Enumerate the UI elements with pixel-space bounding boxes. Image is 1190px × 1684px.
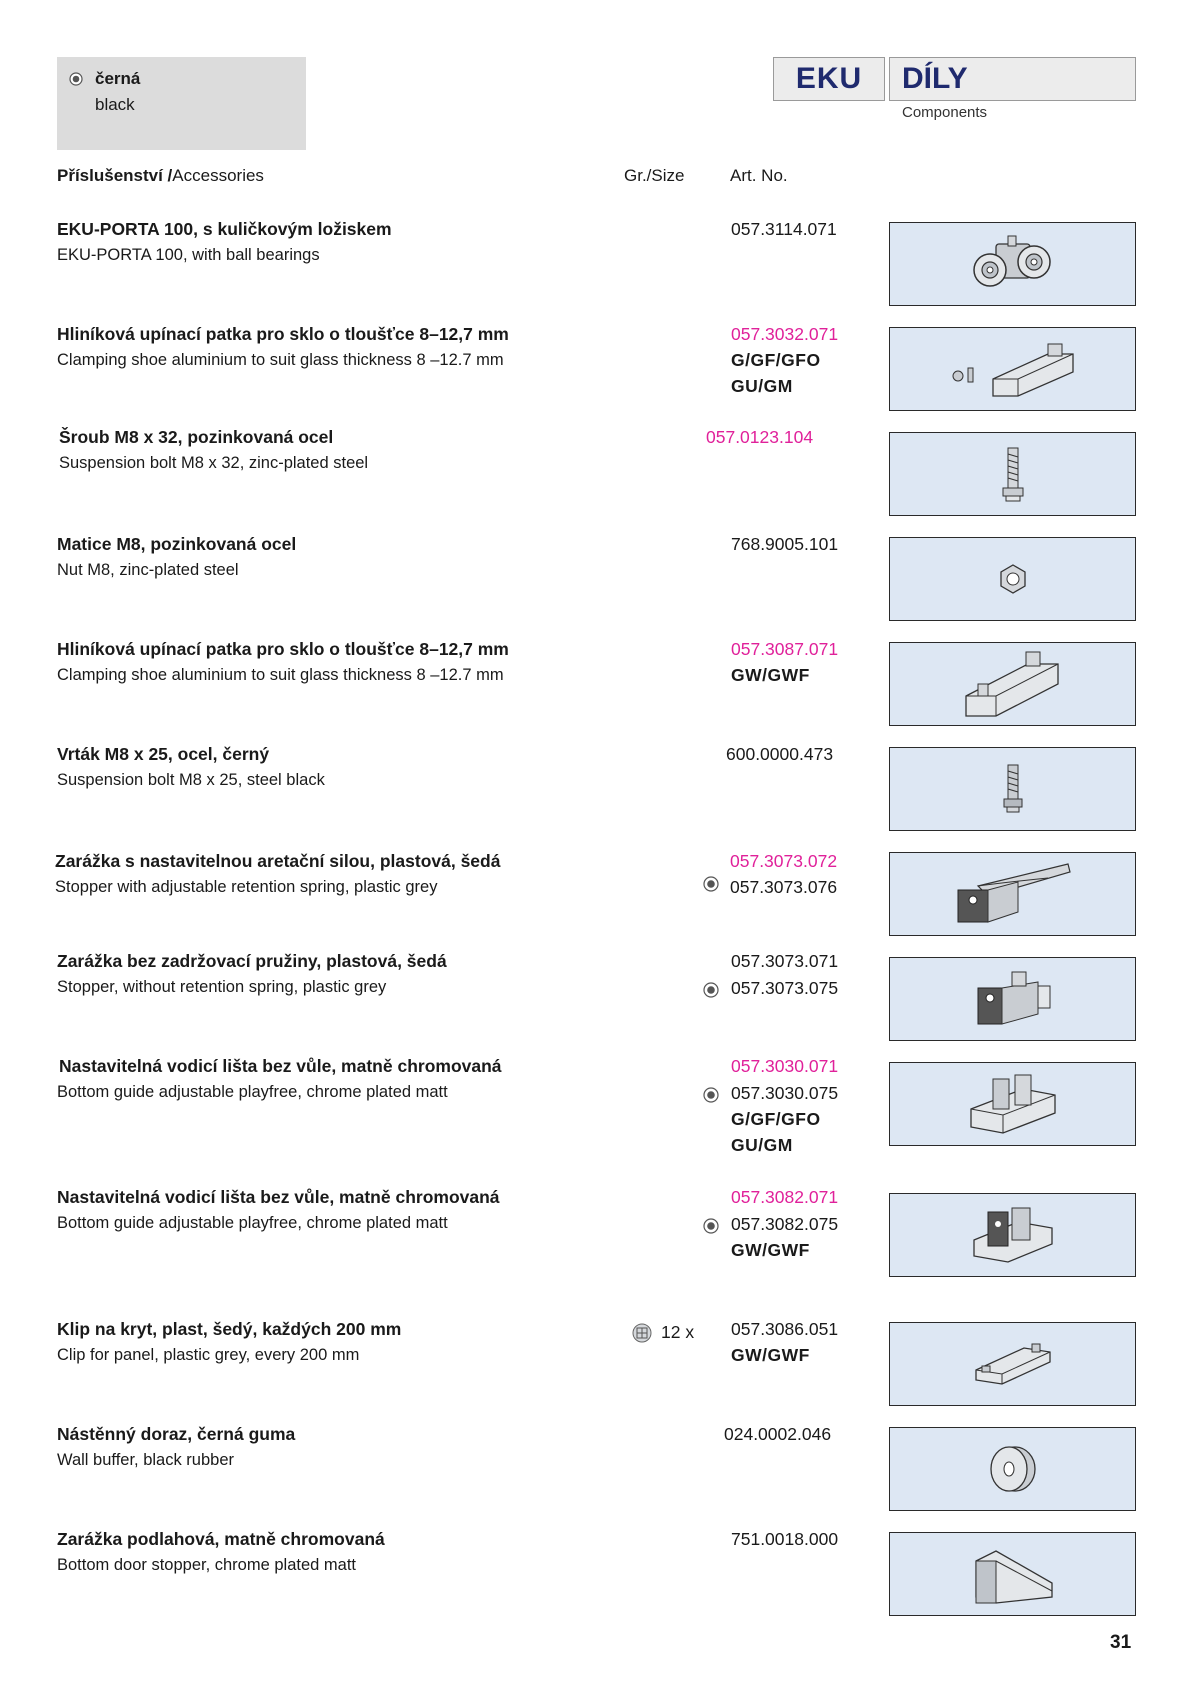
article-number-black: 057.3030.075	[731, 1083, 839, 1103]
category-heading	[57, 166, 264, 186]
item-subtitle: Nut M8, zinc-plated steel	[57, 561, 239, 579]
article-number: 057.3087.071	[731, 639, 839, 659]
item-subtitle: Wall buffer, black rubber	[57, 1451, 235, 1469]
article-number: 057.3082.071	[731, 1187, 839, 1207]
article-number: 057.3030.071	[731, 1056, 839, 1076]
article-number-black: 057.3073.075	[731, 978, 839, 998]
color-legend	[57, 57, 306, 150]
system-code: G/GF/GFO	[731, 350, 821, 370]
item-title: Vrták M8 x 25, ocel, černý	[57, 744, 270, 764]
bottom-guide-icon	[963, 1069, 1063, 1139]
clamping-shoe-icon	[958, 646, 1068, 722]
product-image	[889, 747, 1136, 831]
size-column-header: Gr./Size	[624, 166, 685, 185]
product-image	[889, 642, 1136, 726]
item-title: Nastavitelná vodicí lišta bez vůle, matně chromovaná	[59, 1056, 502, 1076]
buffer-icon	[983, 1439, 1043, 1499]
item-subtitle: EKU-PORTA 100, with ball bearings	[57, 246, 320, 264]
product-image	[889, 222, 1136, 306]
article-number: 057.3073.071	[731, 951, 839, 971]
stopper-icon	[968, 966, 1058, 1032]
item-title: Zarážka s nastavitelnou aretační silou, plastová, šedá	[55, 851, 501, 871]
system-code: GW/GWF	[731, 665, 810, 685]
item-title: Hliníková upínací patka pro sklo o tloušťce 8–12,7 mm	[57, 324, 509, 344]
item-subtitle: Suspension bolt M8 x 25, steel black	[57, 771, 325, 789]
item-subtitle: Suspension bolt M8 x 32, zinc-plated steel	[59, 454, 369, 472]
item-title: Šroub M8 x 32, pozinkovaná ocel	[59, 427, 334, 447]
item-title: Zarážka bez zadržovací pružiny, plastová, šedá	[57, 951, 447, 971]
product-image	[889, 957, 1136, 1041]
roller-carriage-icon	[968, 234, 1058, 294]
product-image	[889, 432, 1136, 516]
radio-selected-icon	[703, 982, 719, 998]
system-code: GU/GM	[731, 1135, 793, 1155]
category-cz: Příslušenství /	[57, 166, 173, 185]
bolt-icon	[998, 444, 1028, 504]
item-title: Klip na kryt, plast, šedý, každých 200 mm	[57, 1319, 402, 1339]
section-title: DÍLY	[889, 57, 1136, 101]
system-code: GW/GWF	[731, 1345, 810, 1365]
brand-logo: EKU	[773, 57, 885, 101]
article-number: 024.0002.046	[724, 1424, 832, 1444]
legend-subtitle: black	[95, 95, 135, 114]
product-image	[889, 1532, 1136, 1616]
artno-column-header: Art. No.	[730, 166, 788, 185]
page-number: 31	[1110, 1632, 1132, 1653]
item-title: Zarážka podlahová, matně chromovaná	[57, 1529, 385, 1549]
article-number: 600.0000.473	[726, 744, 834, 764]
product-image	[889, 1062, 1136, 1146]
item-subtitle: Clamping shoe aluminium to suit glass thickness 8 –12.7 mm	[57, 351, 504, 369]
system-code: GW/GWF	[731, 1240, 810, 1260]
article-number: 057.3114.071	[731, 219, 837, 239]
radio-selected-icon	[703, 1218, 719, 1234]
item-subtitle: Bottom guide adjustable playfree, chrome plated matt	[57, 1214, 448, 1232]
article-number-black: 057.3073.076	[730, 877, 838, 897]
item-title: Matice M8, pozinkovaná ocel	[57, 534, 297, 554]
product-image	[889, 852, 1136, 936]
item-subtitle: Stopper with adjustable retention spring, plastic grey	[55, 878, 438, 896]
article-number: 057.0123.104	[706, 427, 814, 447]
article-number: 751.0018.000	[731, 1529, 839, 1549]
product-image	[889, 1427, 1136, 1511]
legend-title: černá	[95, 69, 141, 88]
floor-stopper-icon	[968, 1539, 1058, 1609]
item-subtitle: Clip for panel, plastic grey, every 200 mm	[57, 1346, 360, 1364]
bottom-guide-icon	[968, 1200, 1058, 1270]
article-number: 057.3073.072	[730, 851, 838, 871]
item-title: Nastavitelná vodicí lišta bez vůle, matně chromovaná	[57, 1187, 500, 1207]
article-number: 768.9005.101	[731, 534, 839, 554]
article-number-black: 057.3082.075	[731, 1214, 839, 1234]
product-image	[889, 1193, 1136, 1277]
system-code: G/GF/GFO	[731, 1109, 821, 1129]
item-subtitle: Bottom guide adjustable playfree, chrome plated matt	[57, 1083, 448, 1101]
category-en: Accessories	[172, 166, 264, 185]
nut-icon	[996, 562, 1030, 596]
clamping-shoe-icon	[938, 334, 1088, 404]
item-subtitle: Bottom door stopper, chrome plated matt	[57, 1556, 356, 1574]
system-code: GU/GM	[731, 376, 793, 396]
item-title: Nástěnný doraz, černá guma	[57, 1424, 296, 1444]
item-subtitle: Clamping shoe aluminium to suit glass thickness 8 –12.7 mm	[57, 666, 504, 684]
product-image	[889, 327, 1136, 411]
clip-icon	[968, 1334, 1058, 1394]
item-title: EKU-PORTA 100, s kuličkovým ložiskem	[57, 219, 392, 239]
radio-selected-icon	[69, 72, 83, 86]
stopper-spring-icon	[948, 856, 1078, 932]
radio-selected-icon	[703, 876, 719, 892]
pack-quantity: 12 x	[661, 1322, 695, 1342]
item-subtitle: Stopper, without retention spring, plastic grey	[57, 978, 387, 996]
item-title: Hliníková upínací patka pro sklo o tloušťce 8–12,7 mm	[57, 639, 509, 659]
product-image	[889, 1322, 1136, 1406]
package-icon	[632, 1323, 652, 1343]
article-number: 057.3032.071	[731, 324, 839, 344]
article-number: 057.3086.051	[731, 1319, 839, 1339]
product-image	[889, 537, 1136, 621]
section-subtitle: Components	[902, 104, 988, 121]
bolt-icon	[998, 761, 1028, 817]
radio-selected-icon	[703, 1087, 719, 1103]
